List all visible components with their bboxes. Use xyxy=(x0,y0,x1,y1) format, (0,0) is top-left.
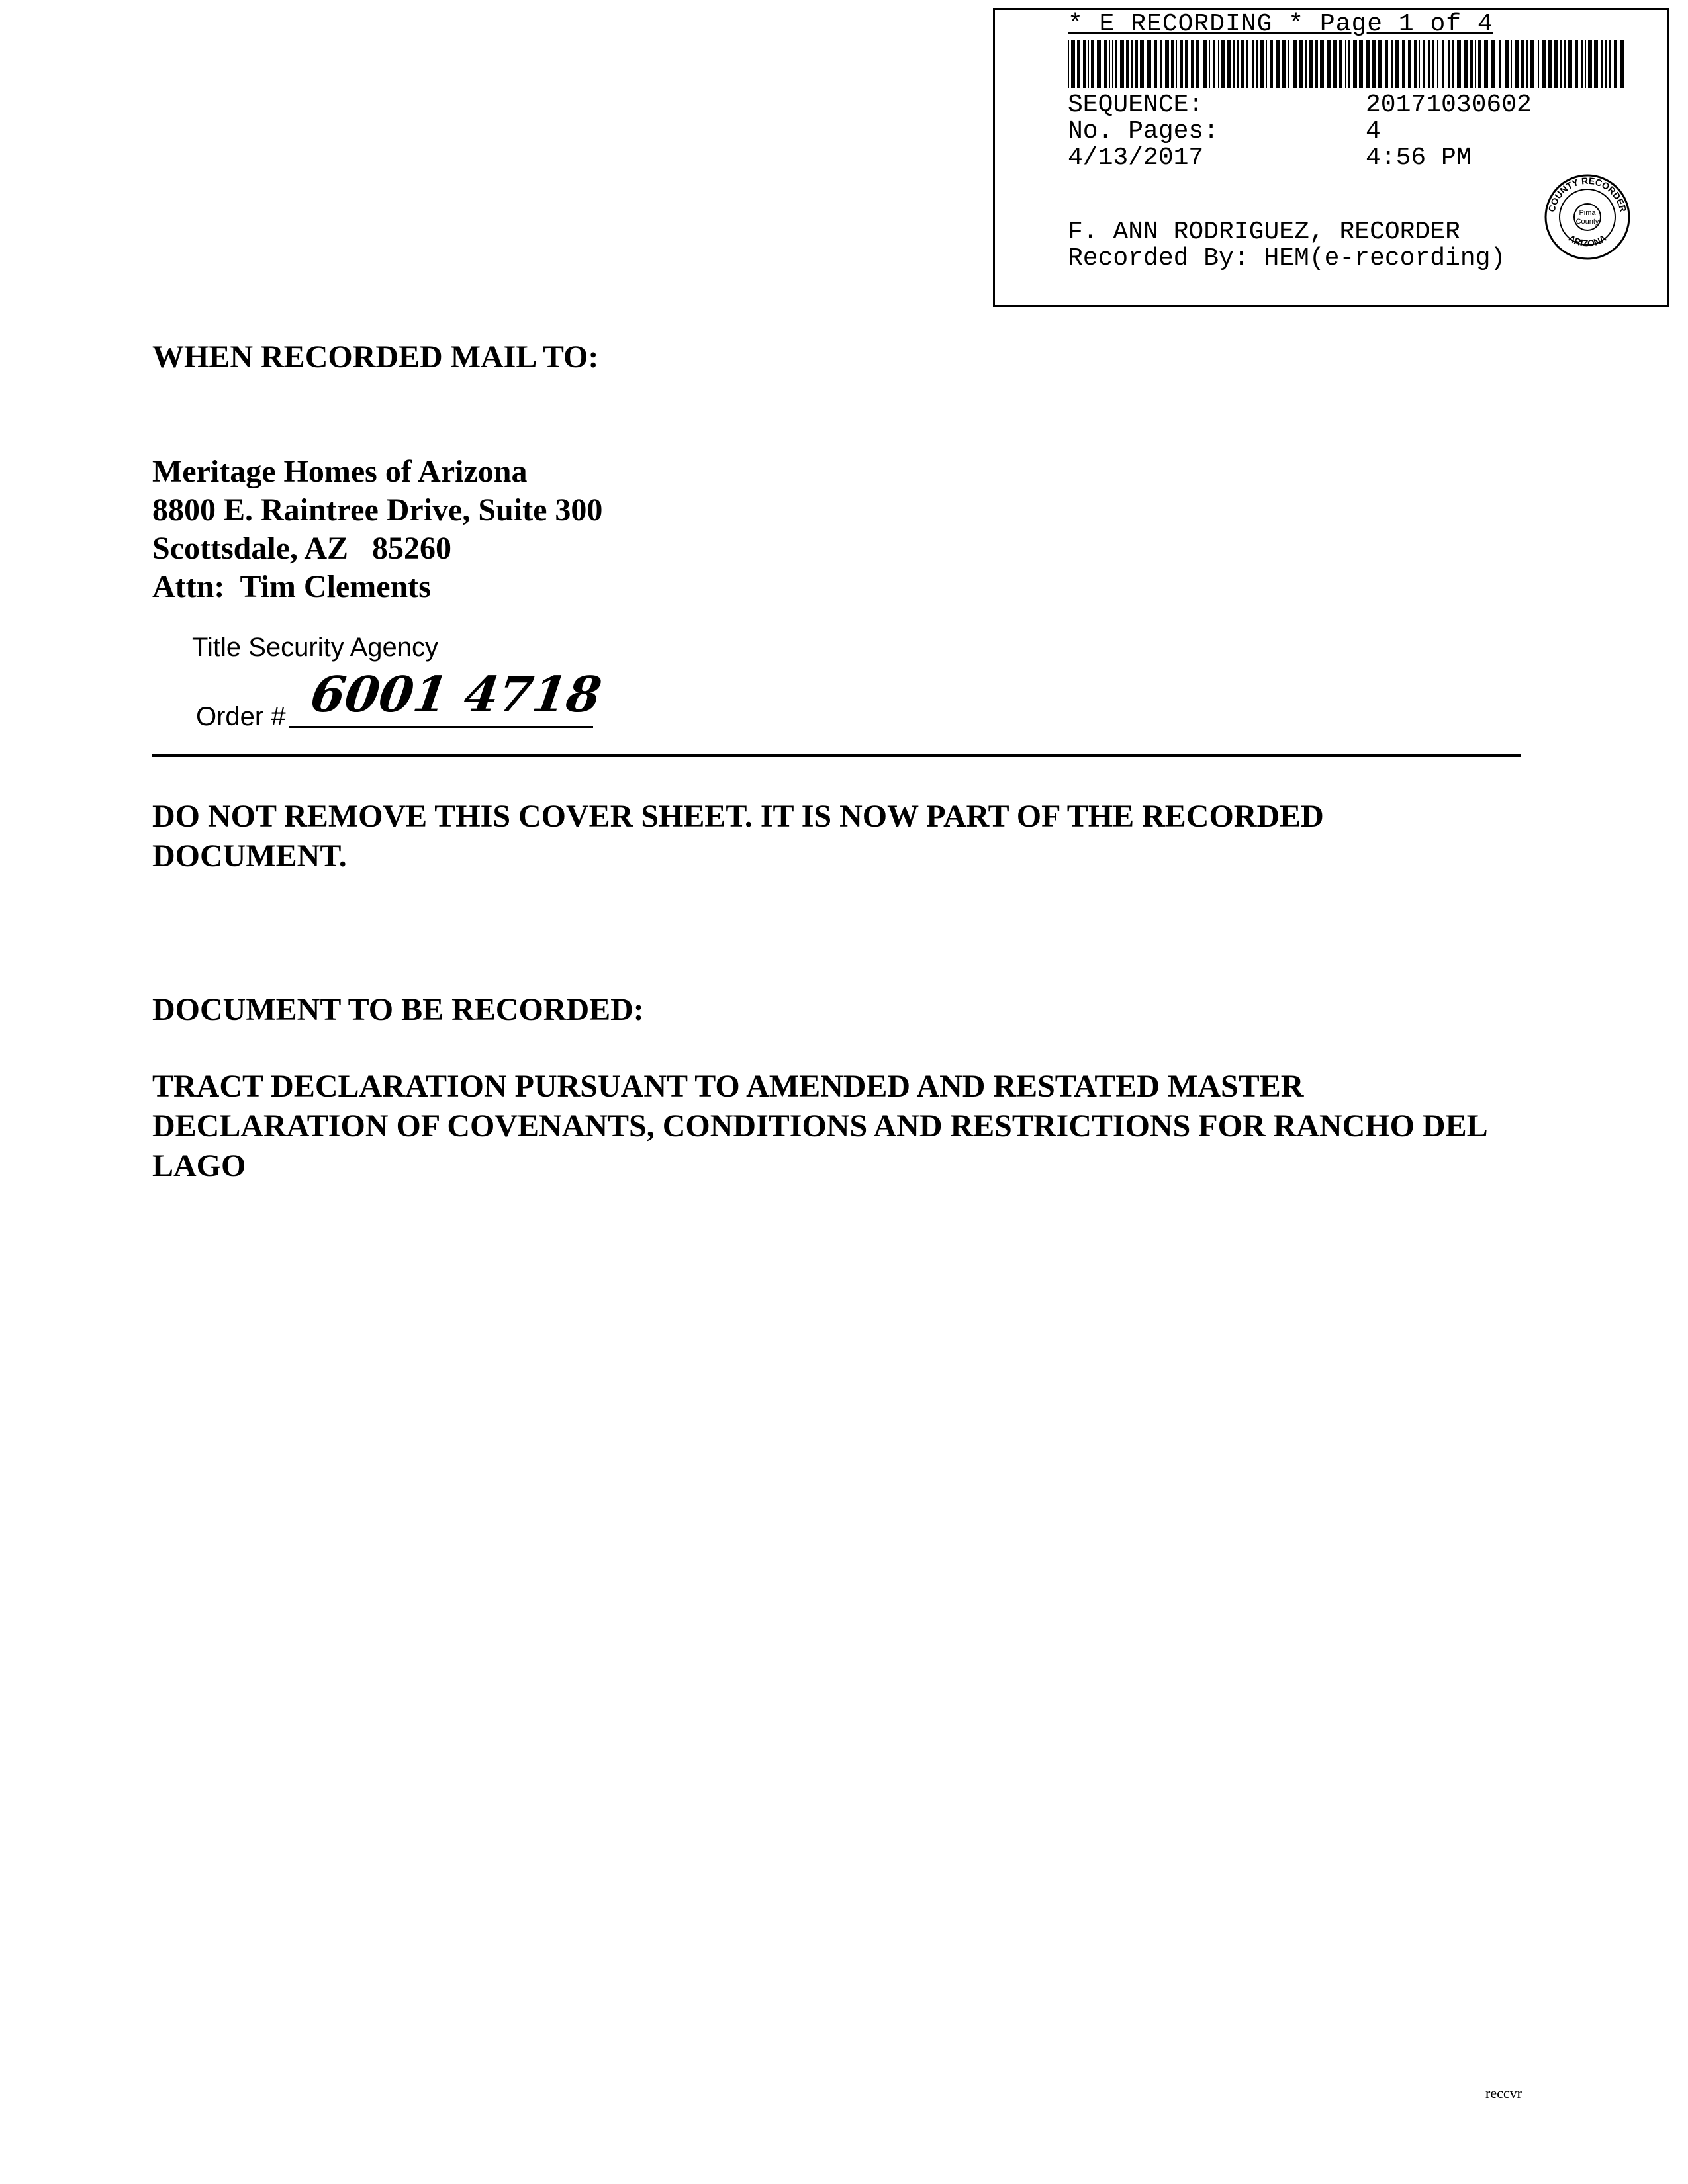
barcode-bar xyxy=(1320,40,1324,88)
barcode-bar xyxy=(1256,40,1258,88)
barcode-bar xyxy=(1464,40,1468,88)
barcode-bar xyxy=(1432,40,1434,88)
barcode-bar xyxy=(1542,40,1546,88)
barcode-bar xyxy=(1233,40,1235,88)
barcode-bar xyxy=(1478,40,1481,88)
barcode-bar xyxy=(1521,40,1524,88)
barcode-bar xyxy=(1484,40,1488,88)
barcode-bar xyxy=(1282,40,1286,88)
barcode-bar xyxy=(1609,40,1611,88)
document-title: TRACT DECLARATION PURSUANT TO AMENDED AND RESTATED MASTER DECLARATION OF COVENANTS, CONDITIONS AND RESTRICTIONS FOR RANCHO DEL LAGO xyxy=(152,1069,1486,1183)
county-seal-icon xyxy=(1543,173,1632,261)
mail-to-line-1: Meritage Homes of Arizona xyxy=(152,454,528,489)
pages-label: No. Pages: xyxy=(1068,117,1219,146)
svg-text:ARIZONA: ARIZONA xyxy=(1566,232,1609,249)
barcode-bar xyxy=(1437,40,1438,88)
barcode-bar xyxy=(1548,40,1552,88)
barcode-bar xyxy=(1241,40,1244,88)
barcode-bar xyxy=(1428,40,1430,88)
barcode-bar xyxy=(1140,40,1144,88)
barcode-bar xyxy=(1112,40,1113,88)
barcode-bar xyxy=(1083,40,1086,88)
barcode-bar xyxy=(1391,40,1393,88)
barcode-bar xyxy=(1227,40,1231,88)
record-date: 4/13/2017 xyxy=(1068,144,1204,172)
barcode-bar xyxy=(1372,40,1376,88)
barcode-bar xyxy=(1442,40,1444,88)
barcode-bar xyxy=(1515,40,1519,88)
barcode-bar xyxy=(1538,40,1539,88)
barcode-bar xyxy=(1345,40,1346,88)
svg-text:COUNTY RECORDER: COUNTY RECORDER xyxy=(1546,175,1629,213)
barcode-bar xyxy=(1097,40,1101,88)
barcode-bar xyxy=(1276,40,1280,88)
stamp-header: * E RECORDING * Page 1 of 4 xyxy=(1068,10,1493,38)
barcode-bar xyxy=(1077,40,1080,88)
barcode-bar xyxy=(1564,40,1566,88)
barcode-bar xyxy=(1246,40,1248,88)
barcode-bar xyxy=(1333,40,1337,88)
barcode-bar xyxy=(1160,40,1162,88)
barcode-bar xyxy=(1135,40,1138,88)
record-time: 4:56 PM xyxy=(1366,144,1472,172)
barcode-bar xyxy=(1196,40,1199,88)
barcode-bar xyxy=(1560,40,1562,88)
barcode-bar xyxy=(1180,40,1183,88)
barcode-bar xyxy=(1171,40,1174,88)
barcode-bar xyxy=(1470,40,1473,88)
barcode-bar xyxy=(1185,40,1188,88)
barcode-bar xyxy=(1237,40,1239,88)
barcode-bar xyxy=(1191,40,1194,88)
barcode-bar xyxy=(1327,40,1331,88)
sequence-value: 20171030602 xyxy=(1366,91,1532,119)
recorded-by: Recorded By: HEM(e-recording) xyxy=(1068,244,1506,273)
order-underline xyxy=(289,726,593,728)
barcode-bar xyxy=(1419,40,1420,88)
barcode-bar xyxy=(1088,40,1089,88)
sequence-label: SEQUENCE: xyxy=(1068,91,1204,119)
barcode-bar xyxy=(1353,40,1357,88)
barcode-bar xyxy=(1293,40,1297,88)
mail-to-line-2: 8800 E. Raintree Drive, Suite 300 xyxy=(152,492,603,527)
barcode-bar xyxy=(1176,40,1177,88)
svg-text:County: County xyxy=(1575,218,1599,226)
document-heading: DOCUMENT TO BE RECORDED: xyxy=(152,992,644,1027)
barcode-bar xyxy=(1266,40,1267,88)
barcode-bar xyxy=(1511,40,1512,88)
barcode-bar xyxy=(1414,40,1417,88)
barcode-bar xyxy=(1366,40,1370,88)
barcode-bar xyxy=(1554,40,1558,88)
barcode-bar xyxy=(1115,40,1117,88)
mail-to-line-3: Scottsdale, AZ 85260 xyxy=(152,531,452,566)
barcode-bar xyxy=(1305,40,1307,88)
barcode-bar xyxy=(1309,40,1313,88)
recorder-name: F. ANN RODRIGUEZ, RECORDER xyxy=(1068,218,1460,246)
barcode-bar xyxy=(1348,40,1350,88)
barcode-bar xyxy=(1126,40,1129,88)
barcode-bar xyxy=(1402,40,1405,88)
barcode-bar xyxy=(1385,40,1388,88)
pages-value: 4 xyxy=(1366,117,1381,146)
barcode-bar xyxy=(1109,40,1110,88)
barcode xyxy=(1068,40,1629,88)
barcode-bar xyxy=(1457,40,1461,88)
barcode-bar xyxy=(1213,40,1215,88)
mail-to-line-4: Attn: Tim Clements xyxy=(152,569,431,604)
barcode-bar xyxy=(1068,40,1069,88)
barcode-bar xyxy=(1395,40,1399,88)
barcode-bar xyxy=(1071,40,1075,88)
barcode-bar xyxy=(1315,40,1318,88)
barcode-bar xyxy=(1499,40,1501,88)
barcode-bar xyxy=(1270,40,1273,88)
barcode-bar xyxy=(1526,40,1528,88)
barcode-bar xyxy=(1260,40,1264,88)
barcode-bar xyxy=(1221,40,1225,88)
barcode-bar xyxy=(1475,40,1476,88)
barcode-bar xyxy=(1452,40,1454,88)
barcode-bar xyxy=(1131,40,1133,88)
title-agency-name: Title Security Agency xyxy=(192,633,439,662)
barcode-bar xyxy=(1505,40,1509,88)
order-label: Order # xyxy=(196,702,286,731)
barcode-bar xyxy=(1147,40,1151,88)
barcode-bar xyxy=(1448,40,1450,88)
barcode-bar xyxy=(1620,40,1624,88)
cover-sheet-notice: DO NOT REMOVE THIS COVER SHEET. IT IS NOW PART OF THE RECORDED DOCUMENT. xyxy=(152,799,1324,874)
barcode-bar xyxy=(1605,40,1607,88)
barcode-bar xyxy=(1575,40,1578,88)
barcode-bar xyxy=(1218,40,1219,88)
divider xyxy=(152,754,1521,757)
barcode-bar xyxy=(1252,40,1254,88)
barcode-bar xyxy=(1209,40,1210,88)
barcode-bar xyxy=(1491,40,1495,88)
barcode-bar xyxy=(1408,40,1411,88)
barcode-bar xyxy=(1091,40,1094,88)
barcode-bar xyxy=(1203,40,1207,88)
barcode-bar xyxy=(1594,40,1598,88)
svg-text:Pima: Pima xyxy=(1579,209,1596,217)
mail-to-heading: WHEN RECORDED MAIL TO: xyxy=(152,340,599,375)
barcode-bar xyxy=(1378,40,1382,88)
barcode-bar xyxy=(1585,40,1586,88)
barcode-bar xyxy=(1614,40,1617,88)
barcode-bar xyxy=(1423,40,1425,88)
footer-code: reccvr xyxy=(1485,2085,1522,2101)
order-number-handwritten: 6001 4718 xyxy=(306,666,605,723)
barcode-bar xyxy=(1299,40,1303,88)
barcode-bar xyxy=(1104,40,1107,88)
barcode-bar xyxy=(1288,40,1289,88)
recording-stamp xyxy=(993,8,1669,307)
barcode-bar xyxy=(1359,40,1363,88)
barcode-bar xyxy=(1120,40,1124,88)
barcode-bar xyxy=(1601,40,1603,88)
barcode-bar xyxy=(1339,40,1342,88)
barcode-bar xyxy=(1530,40,1534,88)
barcode-bar xyxy=(1588,40,1592,88)
barcode-bar xyxy=(1568,40,1572,88)
barcode-bar xyxy=(1154,40,1157,88)
barcode-bar xyxy=(1165,40,1169,88)
barcode-bar xyxy=(1581,40,1583,88)
